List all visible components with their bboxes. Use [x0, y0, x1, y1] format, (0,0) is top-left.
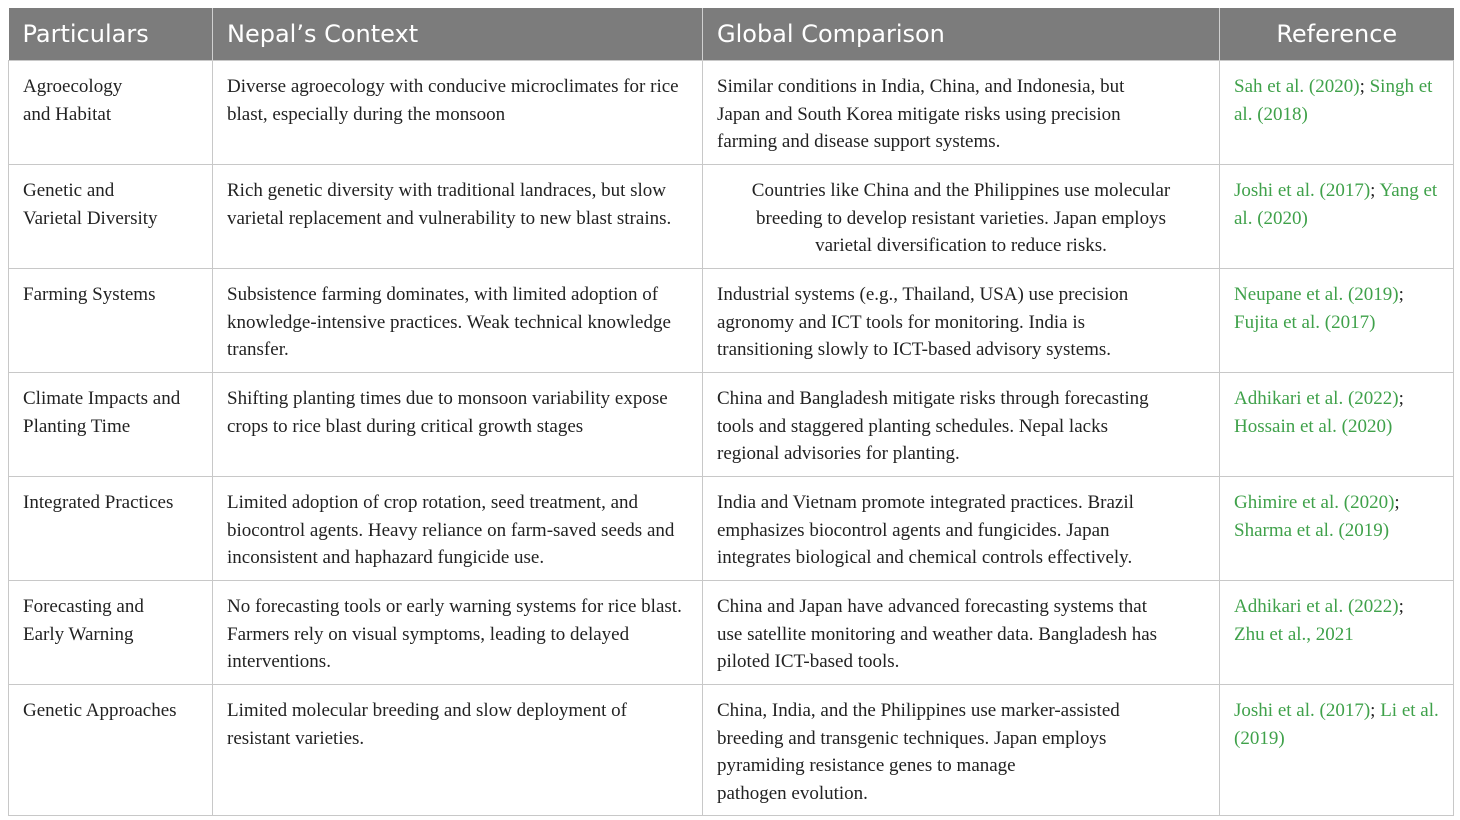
- cell-reference: [1220, 685, 1454, 816]
- global-line: India and Vietnam promote integrated practices. Brazil: [717, 492, 1134, 513]
- particulars-line: Planting Time: [23, 415, 131, 437]
- table-row: [9, 61, 1454, 165]
- reference-link[interactable]: Neupane et al. (2019): [1234, 284, 1399, 305]
- cell-nepal-context: Limited adoption of crop rotation, seed treatment, and biocontrol agents. Heavy reliance on farm-saved seeds and inconsistent and haphazard fungicide use.: [213, 477, 703, 581]
- cell-particulars: [9, 373, 213, 477]
- particulars-line: Forecasting and: [23, 596, 144, 617]
- global-line: China and Bangladesh mitigate risks through forecasting: [717, 388, 1149, 409]
- reference-separator: ;: [1370, 700, 1376, 721]
- global-line: agronomy and ICT tools for monitoring. India is: [717, 311, 1085, 333]
- table-row: [9, 685, 1454, 816]
- global-line: China and Japan have advanced forecasting systems that: [717, 596, 1147, 617]
- cell-nepal-context: Shifting planting times due to monsoon variability expose crops to rice blast during critical growth stages: [213, 373, 703, 477]
- global-line: pyramiding resistance genes to manage: [717, 755, 1016, 776]
- cell-nepal-context: Rich genetic diversity with traditional landraces, but slow varietal replacement and vulnerability to new blast strains.: [213, 165, 703, 269]
- particulars-line: Early Warning: [23, 623, 134, 645]
- cell-reference: [1220, 269, 1454, 373]
- table-row: [9, 373, 1454, 477]
- reference-link[interactable]: Sah et al. (2020): [1234, 76, 1360, 97]
- reference-link[interactable]: Joshi et al. (2017): [1234, 180, 1371, 201]
- reference-link[interactable]: Li et al. (2019): [1234, 700, 1439, 749]
- cell-particulars: [9, 165, 213, 269]
- cell-reference: [1220, 477, 1454, 581]
- reference-link[interactable]: Sharma et al. (2019): [1234, 519, 1390, 541]
- reference-link[interactable]: Yang et al. (2020): [1234, 180, 1438, 229]
- comparison-table: [8, 8, 1454, 816]
- cell-nepal-context: No forecasting tools or early warning systems for rice blast. Farmers rely on visual symptoms, leading to delayed interventions.: [213, 581, 703, 685]
- global-line: farming and disease support systems.: [717, 131, 1001, 152]
- cell-reference: [1220, 165, 1454, 269]
- reference-link[interactable]: Adhikari et al. (2022): [1234, 596, 1399, 617]
- global-line: pathogen evolution.: [717, 782, 868, 804]
- cell-particulars: [9, 477, 213, 581]
- cell-reference: [1220, 581, 1454, 685]
- global-line: regional advisories for planting.: [717, 443, 960, 464]
- global-line: breeding to develop resistant varieties. Japan employs: [756, 207, 1166, 229]
- particulars-line: Varietal Diversity: [23, 207, 158, 229]
- cell-nepal-context: Diverse agroecology with conducive microclimates for rice blast, especially during the monsoon: [213, 61, 703, 165]
- cell-global-comparison: [703, 165, 1220, 269]
- reference-separator: ;: [1394, 492, 1400, 513]
- particulars-line: Agroecology: [23, 76, 123, 97]
- reference-separator: ;: [1359, 76, 1365, 97]
- global-line: varietal diversification to reduce risks.: [815, 235, 1107, 256]
- cell-nepal-context: Subsistence farming dominates, with limited adoption of knowledge-intensive practices. Weak technical knowledge transfer.: [213, 269, 703, 373]
- global-line: breeding and transgenic techniques. Japan employs: [717, 727, 1107, 749]
- table-row: [9, 269, 1454, 373]
- cell-nepal-context: Limited molecular breeding and slow deployment of resistant varieties.: [213, 685, 703, 816]
- particulars-line: and Habitat: [23, 103, 112, 125]
- header-nepal-context: Nepal’s Context: [213, 8, 703, 61]
- global-line: Japan and South Korea mitigate risks using precision: [717, 103, 1121, 125]
- header-global-comparison: Global Comparison: [703, 8, 1220, 61]
- global-line: use satellite monitoring and weather data. Bangladesh has: [717, 623, 1158, 645]
- global-line: tools and staggered planting schedules. Nepal lacks: [717, 415, 1108, 437]
- cell-global-comparison: [703, 581, 1220, 685]
- global-line: Countries like China and the Philippines use molecular: [751, 180, 1171, 201]
- cell-global-comparison: [703, 685, 1220, 816]
- cell-reference: [1220, 373, 1454, 477]
- table-row: [9, 165, 1454, 269]
- reference-link[interactable]: Singh et al. (2018): [1234, 76, 1433, 125]
- cell-global-comparison: [703, 61, 1220, 165]
- reference-link[interactable]: Fujita et al. (2017): [1234, 311, 1376, 333]
- table-row: [9, 581, 1454, 685]
- cell-reference: [1220, 61, 1454, 165]
- table-header-row: [9, 8, 1454, 61]
- particulars-line: Climate Impacts and: [23, 388, 181, 409]
- global-line: emphasizes biocontrol agents and fungicides. Japan: [717, 519, 1110, 541]
- cell-global-comparison: [703, 269, 1220, 373]
- global-line: Industrial systems (e.g., Thailand, USA) use precision: [717, 284, 1129, 305]
- cell-particulars: [9, 685, 213, 816]
- reference-link[interactable]: Adhikari et al. (2022): [1234, 388, 1399, 409]
- header-reference: Reference: [1220, 8, 1454, 61]
- reference-separator: ;: [1398, 596, 1404, 617]
- reference-separator: ;: [1370, 180, 1376, 201]
- global-line: transitioning slowly to ICT-based advisory systems.: [717, 339, 1112, 360]
- particulars-line: Integrated Practices: [23, 492, 174, 513]
- table-body: [9, 61, 1454, 816]
- reference-link[interactable]: Zhu et al., 2021: [1234, 623, 1354, 645]
- global-line: piloted ICT-based tools.: [717, 651, 900, 672]
- particulars-line: Genetic Approaches: [23, 700, 177, 721]
- reference-link[interactable]: Hossain et al. (2020): [1234, 415, 1393, 437]
- cell-particulars: [9, 581, 213, 685]
- comparison-table-container: [8, 8, 1453, 816]
- cell-particulars: [9, 269, 213, 373]
- reference-link[interactable]: Ghimire et al. (2020): [1234, 492, 1395, 513]
- global-line: Similar conditions in India, China, and Indonesia, but: [717, 76, 1125, 97]
- reference-separator: ;: [1398, 388, 1404, 409]
- table-row: [9, 477, 1454, 581]
- global-line: integrates biological and chemical controls effectively.: [717, 547, 1133, 568]
- cell-global-comparison: [703, 373, 1220, 477]
- global-line: China, India, and the Philippines use marker-assisted: [717, 700, 1120, 721]
- reference-separator: ;: [1398, 284, 1404, 305]
- cell-global-comparison: [703, 477, 1220, 581]
- cell-particulars: [9, 61, 213, 165]
- reference-link[interactable]: Joshi et al. (2017): [1234, 700, 1371, 721]
- particulars-line: Farming Systems: [23, 284, 156, 305]
- particulars-line: Genetic and: [23, 180, 115, 201]
- header-particulars: Particulars: [9, 8, 213, 61]
